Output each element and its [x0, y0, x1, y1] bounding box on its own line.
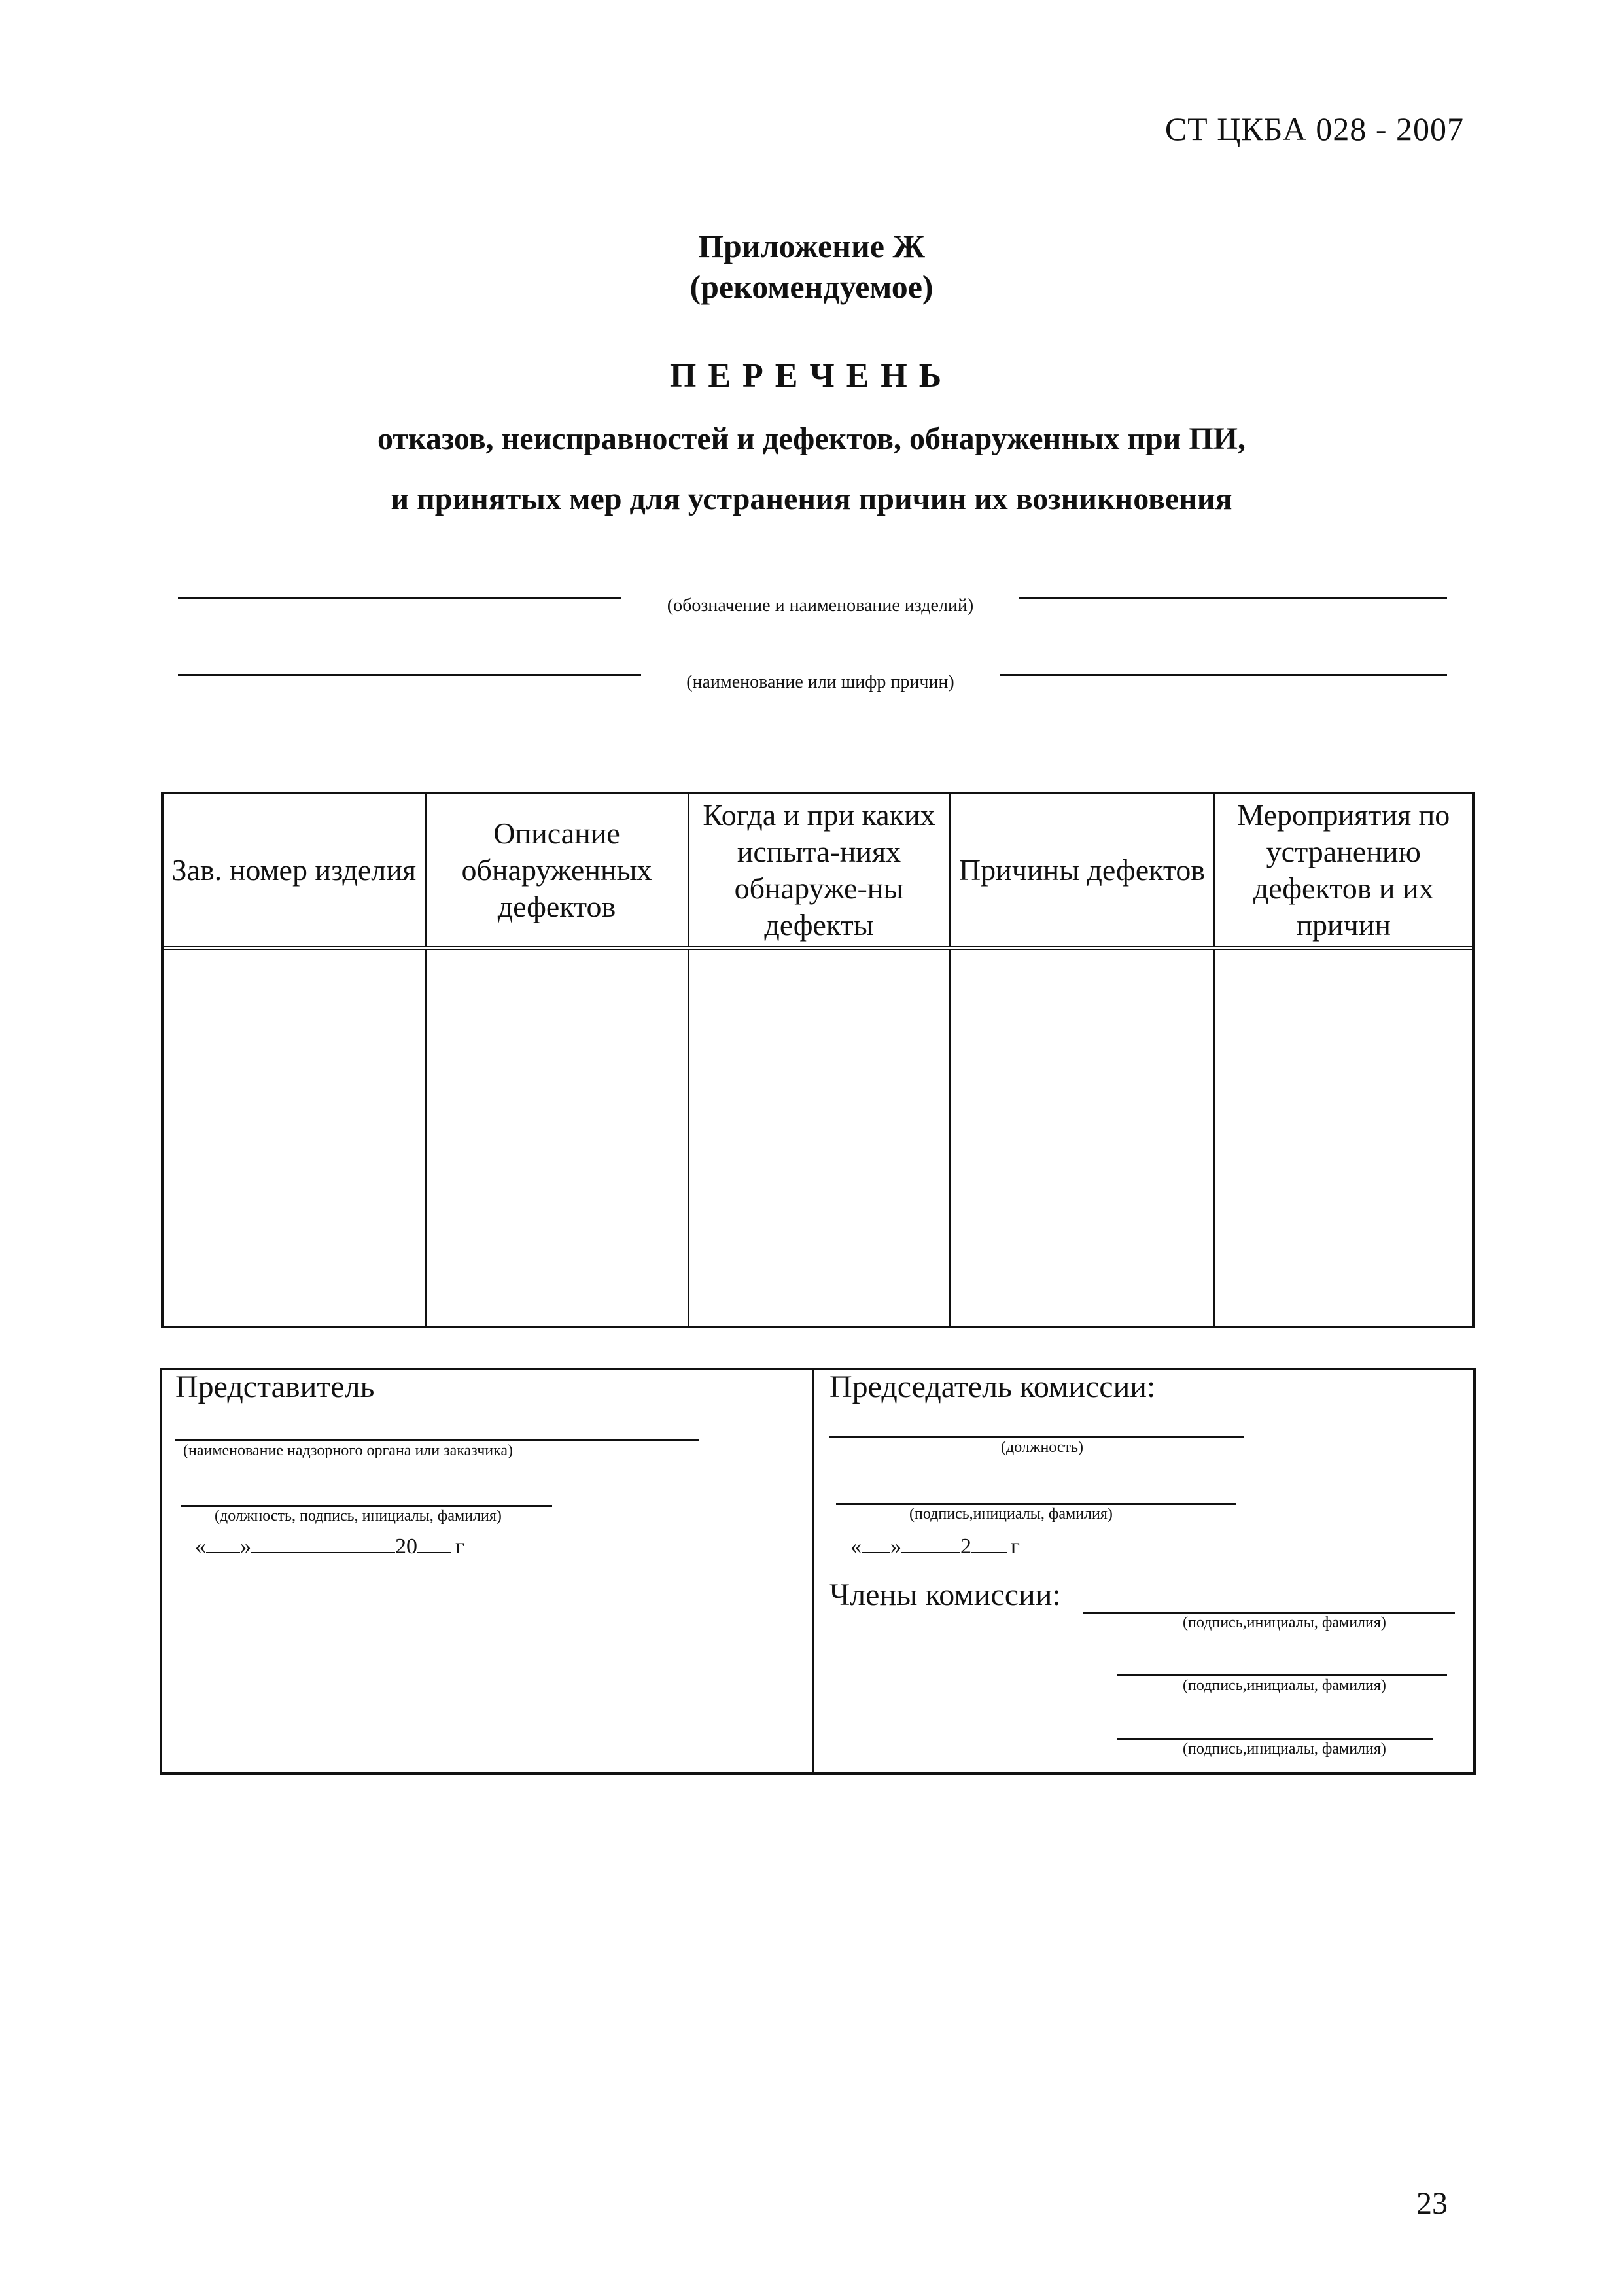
table-row — [164, 948, 1472, 1326]
table-cell[interactable] — [164, 948, 425, 1326]
date-year: 20 — [395, 1534, 417, 1559]
date-year: 2 — [960, 1534, 971, 1559]
member-line-2[interactable] — [1117, 1674, 1447, 1676]
signature-divider — [812, 1368, 814, 1775]
table-cell[interactable] — [1214, 948, 1472, 1326]
document-title: ПЕРЕЧЕНЬ — [669, 357, 954, 395]
date-suffix: г — [1011, 1534, 1020, 1559]
table-cell[interactable] — [688, 948, 950, 1326]
col-detection-time: Когда и при каких испыта-ниях обнаруже-ны дефекты — [688, 794, 950, 948]
col-serial-number: Зав. номер изделия — [164, 794, 425, 948]
chairman-date[interactable] — [850, 1534, 1020, 1559]
representative-org-caption: (наименование надзорного органа или заказчика) — [183, 1442, 514, 1459]
chairman-person-caption: (подпись,инициалы, фамилия) — [909, 1506, 1113, 1523]
chairman-person-line[interactable] — [836, 1503, 1236, 1505]
signature-block — [160, 1368, 1476, 1775]
table-cell[interactable] — [950, 948, 1214, 1326]
representative-date[interactable] — [195, 1534, 464, 1559]
annex-title: Приложение Ж — [698, 228, 925, 264]
col-corrective-measures: Мероприятия по устранению дефектов и их причин — [1214, 794, 1472, 948]
date-open-quote: « — [195, 1534, 206, 1559]
members-label: Члены комиссии: — [829, 1578, 1061, 1612]
reason-caption: (наименование или шифр причин) — [641, 672, 1000, 693]
representative-person-line[interactable] — [181, 1505, 552, 1507]
table-cell[interactable] — [425, 948, 688, 1326]
defects-table — [161, 792, 1475, 1328]
table-header-row — [164, 794, 1472, 948]
page-number: 23 — [1416, 2186, 1448, 2221]
document-subtitle — [0, 409, 1623, 529]
chairman-label: Председатель комиссии: — [829, 1369, 1156, 1404]
date-open-quote: « — [850, 1534, 862, 1559]
product-caption: (обозначение и наименование изделий) — [621, 595, 1019, 616]
member-line-1[interactable] — [1083, 1612, 1455, 1614]
date-close-quote: » — [890, 1534, 901, 1559]
annex-heading — [0, 226, 1623, 307]
document-code: СТ ЦКБА 028 - 2007 — [1164, 111, 1464, 147]
member-line-3[interactable] — [1117, 1738, 1433, 1740]
chairman-position-caption: (должность) — [1001, 1439, 1083, 1456]
subtitle-line-1: отказов, неисправностей и дефектов, обнаруженных при ПИ, — [377, 421, 1246, 456]
member-caption-1: (подпись,инициалы, фамилия) — [1183, 1614, 1386, 1631]
chairman-position-line[interactable] — [829, 1436, 1244, 1438]
member-caption-3: (подпись,инициалы, фамилия) — [1183, 1740, 1386, 1757]
representative-label: Представитель — [175, 1369, 375, 1404]
representative-org-line[interactable] — [175, 1439, 699, 1441]
member-caption-2: (подпись,инициалы, фамилия) — [1183, 1677, 1386, 1694]
col-defect-description: Описание обнаруженных дефектов — [425, 794, 688, 948]
date-close-quote: » — [240, 1534, 251, 1559]
annex-type: (рекомендуемое) — [689, 268, 934, 305]
subtitle-line-2: и принятых мер для устранения причин их возникновения — [391, 482, 1232, 516]
col-defect-causes: Причины дефектов — [950, 794, 1214, 948]
date-suffix: г — [455, 1534, 464, 1559]
representative-person-caption: (должность, подпись, инициалы, фамилия) — [215, 1508, 502, 1525]
